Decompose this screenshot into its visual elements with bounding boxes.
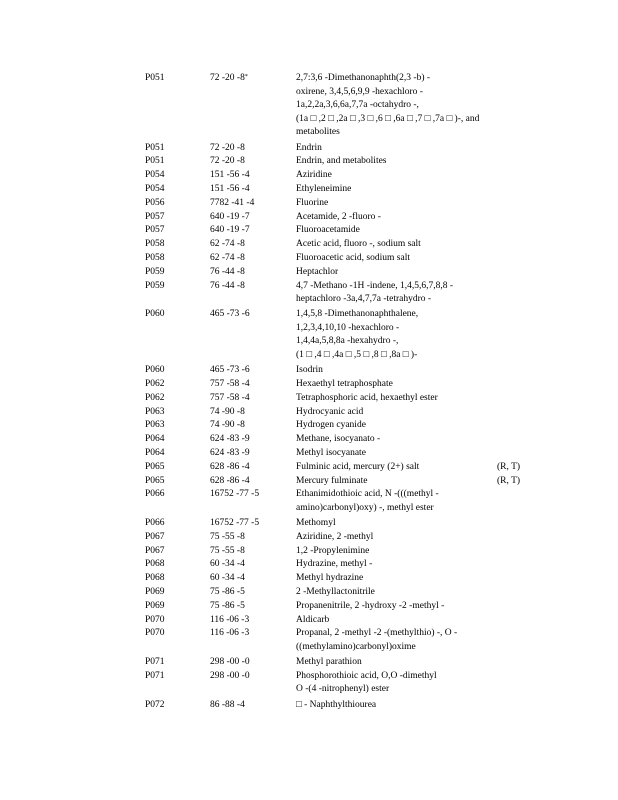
cas-number: 76 -44 -8 bbox=[210, 266, 245, 277]
waste-code: P067 bbox=[145, 545, 165, 556]
substance-name bbox=[296, 447, 486, 461]
cas-number: 86 -88 -4 bbox=[210, 699, 245, 710]
waste-code: P060 bbox=[145, 365, 165, 376]
substance-name-line: Mercury fulminate bbox=[296, 475, 368, 486]
substance-name bbox=[296, 600, 486, 614]
waste-code: P064 bbox=[145, 434, 165, 445]
substance-name bbox=[296, 670, 486, 697]
substance-name-line: heptachloro -3a,4,7,7a -tetrahydro - bbox=[296, 294, 432, 305]
cas-number: 74 -90 -8 bbox=[210, 420, 245, 431]
cas-number: 465 -73 -6 bbox=[210, 365, 250, 376]
substance-name bbox=[296, 364, 486, 378]
substance-name-line: Methyl hydrazine bbox=[296, 573, 364, 584]
cas-number: 116 -06 -3 bbox=[210, 628, 250, 639]
substance-name bbox=[296, 699, 486, 713]
substance-name bbox=[296, 155, 486, 169]
cas-number: 72 -20 -8 bbox=[210, 156, 245, 167]
substance-name bbox=[296, 531, 486, 545]
substance-name-line: oxirene, 3,4,5,6,9,9 -hexachloro - bbox=[296, 86, 423, 97]
substance-name-line: Endrin bbox=[296, 142, 322, 153]
cas-number: 757 -58 -4 bbox=[210, 378, 250, 389]
substance-name bbox=[296, 252, 486, 266]
substance-name bbox=[296, 378, 486, 392]
substance-name-line: Aziridine, 2 -methyl bbox=[296, 531, 374, 542]
cas-number: 75 -55 -8 bbox=[210, 545, 245, 556]
substance-name bbox=[296, 517, 486, 531]
substance-name bbox=[296, 461, 486, 475]
waste-code: P065 bbox=[145, 461, 165, 472]
cas-number: 72 -20 -8 bbox=[210, 142, 245, 153]
waste-code: P068 bbox=[145, 573, 165, 584]
waste-code: P071 bbox=[145, 657, 165, 668]
substance-name bbox=[296, 475, 486, 489]
substance-name-line: Fluorine bbox=[296, 197, 329, 208]
cas-number: 298 -00 -0 bbox=[210, 657, 250, 668]
substance-name-line: Propanal, 2 -methyl -2 -(methylthio) -, O - bbox=[296, 628, 458, 639]
substance-name-line: Acetamide, 2 -fluoro - bbox=[296, 211, 381, 222]
substance-name-line: 1,2,3,4,10,10 -hexachloro - bbox=[296, 322, 400, 333]
substance-name-line: metabolites bbox=[296, 127, 340, 138]
substance-name-line: □ - Naphthylthiourea bbox=[296, 699, 377, 710]
waste-code: P057 bbox=[145, 225, 165, 236]
cas-number: 151 -56 -4 bbox=[210, 183, 250, 194]
waste-code: P064 bbox=[145, 447, 165, 458]
substance-name-line: O -(4 -nitrophenyl) ester bbox=[296, 684, 390, 695]
waste-code: P051 bbox=[145, 156, 165, 167]
waste-code: P054 bbox=[145, 170, 165, 181]
substance-name-line: amino)carbonyl)oxy) -, methyl ester bbox=[296, 502, 434, 513]
substance-name-line: ((methylamino)carbonyl)oxime bbox=[296, 641, 416, 652]
waste-code: P058 bbox=[145, 239, 165, 250]
waste-code: P062 bbox=[145, 378, 165, 389]
waste-code: P056 bbox=[145, 197, 165, 208]
cas-number: 16752 -77 -5 bbox=[210, 518, 260, 528]
cas-number: 116 -06 -3 bbox=[210, 614, 250, 625]
substance-name-line: Methyl isocyanate bbox=[296, 447, 366, 458]
substance-name-line: Hydrazine, methyl - bbox=[296, 559, 373, 570]
hazard-code: (R, T) bbox=[497, 461, 521, 472]
waste-code: P059 bbox=[145, 266, 165, 277]
substance-name bbox=[296, 558, 486, 572]
waste-code: P054 bbox=[145, 183, 165, 194]
waste-code: P067 bbox=[145, 531, 165, 542]
substance-name bbox=[296, 197, 486, 211]
substance-name-line: 4,7 -Methano -1H -indene, 1,4,5,6,7,8,8 - bbox=[296, 280, 453, 291]
substance-name-line: (1 □ ,4 □ ,4a □ ,5 □ ,8 □ ,8a □ )- bbox=[296, 349, 418, 360]
substance-name-line: 2 -Methyllactonitrile bbox=[296, 587, 375, 597]
cas-number: 151 -56 -4 bbox=[210, 170, 250, 181]
substance-name-line: 2,7:3,6 -Dimethanonaphth(2,3 -b) - bbox=[296, 73, 431, 83]
waste-code: P058 bbox=[145, 252, 165, 263]
cas-number: 76 -44 -8 bbox=[210, 280, 245, 291]
cas-number: 465 -73 -6 bbox=[210, 309, 250, 320]
cas-number: 7782 -41 -4 bbox=[210, 197, 255, 208]
cas-number: 75 -55 -8 bbox=[210, 531, 245, 542]
substance-name-line: Aziridine bbox=[296, 170, 332, 181]
waste-code: P063 bbox=[145, 406, 165, 417]
substance-name bbox=[296, 224, 486, 238]
substance-name bbox=[296, 280, 486, 307]
substance-name-line: Acetic acid, fluoro -, sodium salt bbox=[296, 239, 421, 250]
substance-name bbox=[296, 266, 486, 280]
substance-name-line: 1a,2,2a,3,6,6a,7,7a -octahydro -, bbox=[296, 100, 419, 111]
waste-code: P070 bbox=[145, 628, 165, 639]
cas-number: 757 -58 -4 bbox=[210, 392, 250, 403]
waste-code: P070 bbox=[145, 614, 165, 625]
waste-code: P072 bbox=[145, 699, 165, 710]
cas-number: 16752 -77 -5 bbox=[210, 489, 260, 500]
cas-number: 628 -86 -4 bbox=[210, 475, 250, 486]
cas-number: 640 -19 -7 bbox=[210, 225, 250, 236]
waste-code: P068 bbox=[145, 559, 165, 570]
waste-code: P069 bbox=[145, 600, 165, 611]
substance-name-line: Tetraphosphoric acid, hexaethyl ester bbox=[296, 392, 438, 403]
cas-number: 60 -34 -4 bbox=[210, 559, 245, 570]
substance-name bbox=[296, 406, 486, 420]
substance-name bbox=[296, 433, 486, 447]
substance-name bbox=[296, 169, 486, 183]
substance-name-line: Ethanimidothioic acid, N -(((methyl - bbox=[296, 489, 439, 500]
substance-name bbox=[296, 392, 486, 406]
substance-name bbox=[296, 656, 486, 670]
substance-name bbox=[296, 488, 486, 515]
substance-name bbox=[296, 586, 486, 600]
substance-name bbox=[296, 627, 486, 654]
cas-number: 74 -90 -8 bbox=[210, 406, 245, 417]
cas-number: 628 -86 -4 bbox=[210, 461, 250, 472]
waste-code: P066 bbox=[145, 518, 165, 528]
substance-name-line: Hydrogen cyanide bbox=[296, 420, 366, 431]
substance-name bbox=[296, 142, 486, 156]
waste-code: P062 bbox=[145, 392, 165, 403]
substance-name bbox=[296, 211, 486, 225]
substance-name bbox=[296, 572, 486, 586]
substance-name bbox=[296, 183, 486, 197]
substance-name-line: 1,4,4a,5,8,8a -hexahydro -, bbox=[296, 336, 399, 347]
waste-code: P071 bbox=[145, 670, 165, 681]
cas-number: 298 -00 -0 bbox=[210, 670, 250, 681]
substance-name-line: Ethyleneimine bbox=[296, 183, 352, 194]
hazard-code: (R, T) bbox=[497, 475, 521, 486]
substance-name-line: 1,4,5,8 -Dimethanonaphthalene, bbox=[296, 309, 419, 320]
substance-name-line: Hydrocyanic acid bbox=[296, 406, 364, 417]
waste-code: P051 bbox=[145, 142, 165, 153]
substance-name-line: Isodrin bbox=[296, 365, 323, 376]
cas-number: 72 -20 -8* bbox=[210, 73, 248, 83]
substance-name-line: Methomyl bbox=[296, 518, 336, 528]
cas-number: 75 -86 -5 bbox=[210, 587, 245, 597]
substance-name-line: Methyl parathion bbox=[296, 657, 362, 668]
waste-code: P066 bbox=[145, 489, 165, 500]
cas-footnote-mark: * bbox=[244, 74, 248, 80]
waste-code: P059 bbox=[145, 280, 165, 291]
cas-number: 624 -83 -9 bbox=[210, 434, 250, 445]
substance-name-line: 1,2 -Propylenimine bbox=[296, 545, 370, 556]
substance-name-line: Methane, isocyanato - bbox=[296, 434, 381, 445]
substance-name-line: Fulminic acid, mercury (2+) salt bbox=[296, 461, 420, 472]
substance-name-line: Phosphorothioic acid, O,O -dimethyl bbox=[296, 670, 437, 681]
cas-number: 75 -86 -5 bbox=[210, 600, 245, 611]
waste-code: P063 bbox=[145, 420, 165, 431]
substance-name-line: Hexaethyl tetraphosphate bbox=[296, 378, 393, 389]
substance-name bbox=[296, 545, 486, 559]
waste-code: P065 bbox=[145, 475, 165, 486]
substance-name bbox=[296, 308, 486, 362]
waste-code: P057 bbox=[145, 211, 165, 222]
substance-name bbox=[296, 238, 486, 252]
substance-name bbox=[296, 419, 486, 433]
substance-name-line: Endrin, and metabolites bbox=[296, 156, 387, 167]
waste-code: P060 bbox=[145, 309, 165, 320]
waste-code: P069 bbox=[145, 587, 165, 597]
waste-code: P051 bbox=[145, 73, 165, 83]
substance-name-line: Heptachlor bbox=[296, 266, 339, 277]
substance-name-line: Fluoroacetic acid, sodium salt bbox=[296, 252, 410, 263]
substance-name bbox=[296, 614, 486, 628]
substance-name-line: Fluoroacetamide bbox=[296, 225, 360, 236]
substance-name-line: (1a □ ,2 □ ,2a □ ,3 □ ,6 □ ,6a □ ,7 □ ,7a □ )-, and bbox=[296, 113, 480, 124]
substance-name-line: Aldicarb bbox=[296, 614, 330, 625]
substance-name-line: Propanenitrile, 2 -hydroxy -2 -methyl - bbox=[296, 600, 445, 611]
substance-name bbox=[296, 72, 486, 140]
cas-number: 62 -74 -8 bbox=[210, 252, 245, 263]
cas-number: 60 -34 -4 bbox=[210, 573, 245, 584]
cas-number: 640 -19 -7 bbox=[210, 211, 250, 222]
cas-number: 62 -74 -8 bbox=[210, 239, 245, 250]
cas-number: 624 -83 -9 bbox=[210, 447, 250, 458]
